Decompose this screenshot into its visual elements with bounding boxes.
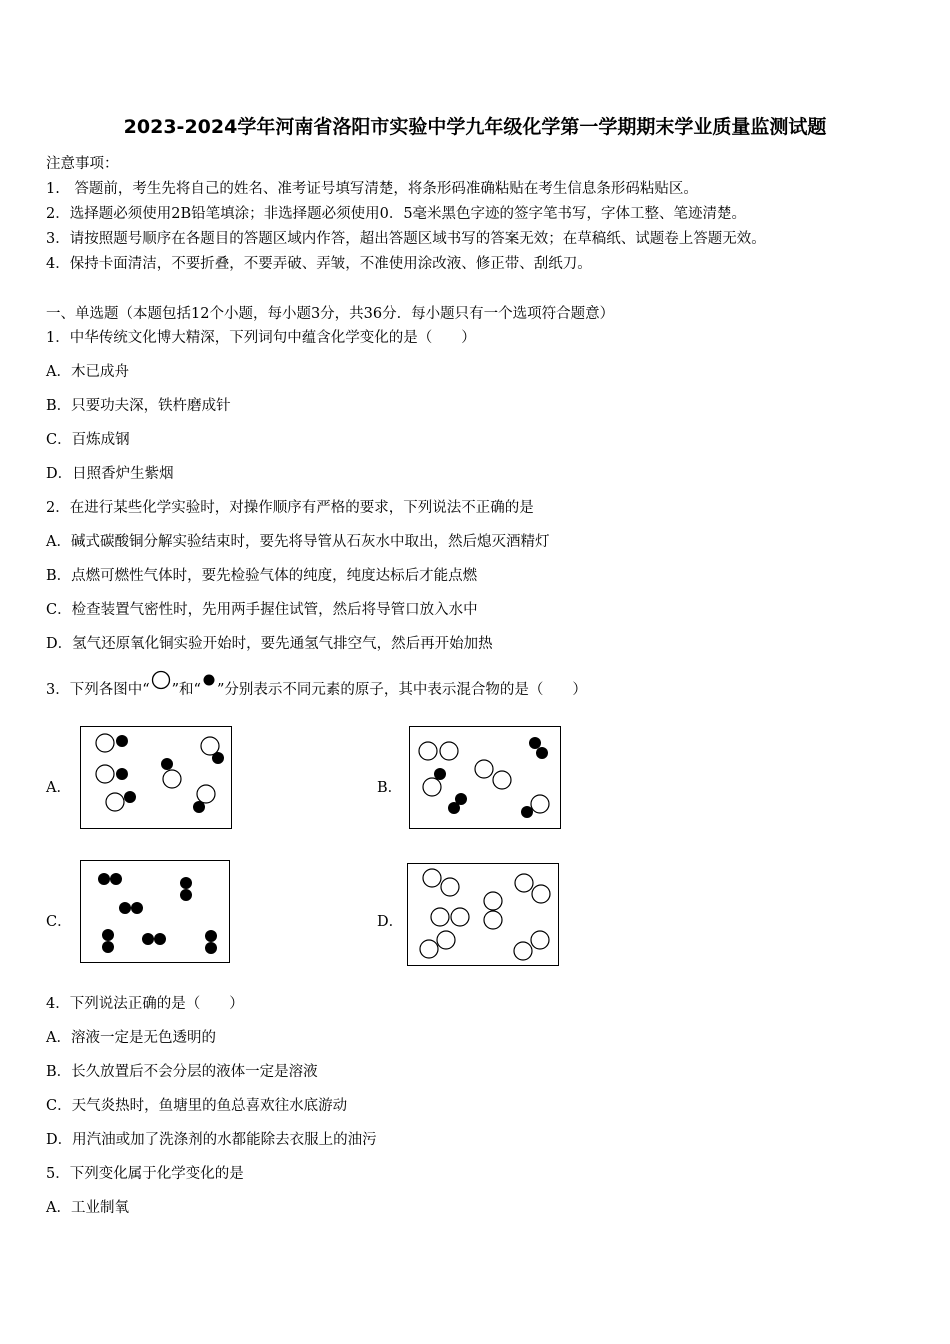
q3-stem-part3: ”分别表示不同元素的原子，其中表示混合物的是（ ） [216, 682, 587, 698]
notice-item: 4．保持卡面清洁，不要折叠，不要弄破、弄皱，不准使用涂改液、修正带、刮纸刀。 [46, 256, 592, 272]
q3-diagram-d [407, 863, 559, 966]
question-3-stem [46, 678, 587, 701]
q1-option-b: B．只要功夫深，铁杵磨成针 [46, 398, 231, 414]
question-2-stem: 2．在进行某些化学实验时，对操作顺序有严格的要求，下列说法不正确的是 [46, 500, 534, 516]
q3-label-c: C． [46, 914, 72, 930]
notice-item: 1. 答题前，考生先将自己的姓名、准考证号填写清楚，将条形码准确粘贴在考生信息条形码粘贴区。 [46, 181, 698, 197]
q3-stem-part1: 3．下列各图中“ [46, 682, 150, 698]
notice-item: 3．请按照题号顺序在各题目的答题区域内作答，超出答题区域书写的答案无效；在草稿纸、试题卷上答题无效。 [46, 231, 766, 247]
notice-item: 2．选择题必须使用2B铅笔填涂；非选择题必须使用0．5毫米黑色字迹的签字笔书写，字体工整、笔迹清楚。 [46, 206, 747, 222]
black-atom-icon [201, 672, 217, 688]
q3-label-b: B． [377, 780, 403, 796]
q2-option-b: B．点燃可燃性气体时，要先检验气体的纯度，纯度达标后才能点燃 [46, 568, 478, 584]
q1-option-a: A．木已成舟 [46, 364, 129, 380]
page-title: 2023-2024学年河南省洛阳市实验中学九年级化学第一学期期末学业质量监测试题 [123, 116, 827, 138]
q1-option-d: D．日照香炉生紫烟 [46, 466, 174, 482]
question-1-stem: 1．中华传统文化博大精深，下列词句中蕴含化学变化的是（ ） [46, 330, 476, 346]
section-heading: 一、单选题（本题包括12个小题，每小题3分，共36分．每小题只有一个选项符合题意） [46, 306, 615, 322]
q5-option-a: A．工业制氧 [46, 1200, 129, 1216]
question-4-stem: 4．下列说法正确的是（ ） [46, 996, 244, 1012]
q2-option-a: A．碱式碳酸铜分解实验结束时，要先将导管从石灰水中取出，然后熄灭酒精灯 [46, 534, 550, 550]
question-5-stem: 5．下列变化属于化学变化的是 [46, 1166, 244, 1182]
q4-option-d: D．用汽油或加了洗涤剂的水都能除去衣服上的油污 [46, 1132, 377, 1148]
notice-heading: 注意事项： [46, 156, 119, 172]
q3-label-a: A． [46, 780, 71, 796]
q1-option-c: C．百炼成钢 [46, 432, 130, 448]
q4-option-c: C．天气炎热时，鱼塘里的鱼总喜欢往水底游动 [46, 1098, 348, 1114]
white-atom-icon [150, 669, 172, 691]
q2-option-c: C．检查装置气密性时，先用两手握住试管，然后将导管口放入水中 [46, 602, 478, 618]
q3-diagram-a [80, 726, 232, 829]
q2-option-d: D．氢气还原氧化铜实验开始时，要先通氢气排空气，然后再开始加热 [46, 636, 493, 652]
q3-stem-part2: ”和“ [171, 682, 201, 698]
q3-diagram-c [80, 860, 230, 963]
q4-option-a: A．溶液一定是无色透明的 [46, 1030, 216, 1046]
q3-label-d: D． [377, 914, 404, 930]
q3-diagram-b [409, 726, 561, 829]
q4-option-b: B．长久放置后不会分层的液体一定是溶液 [46, 1064, 318, 1080]
